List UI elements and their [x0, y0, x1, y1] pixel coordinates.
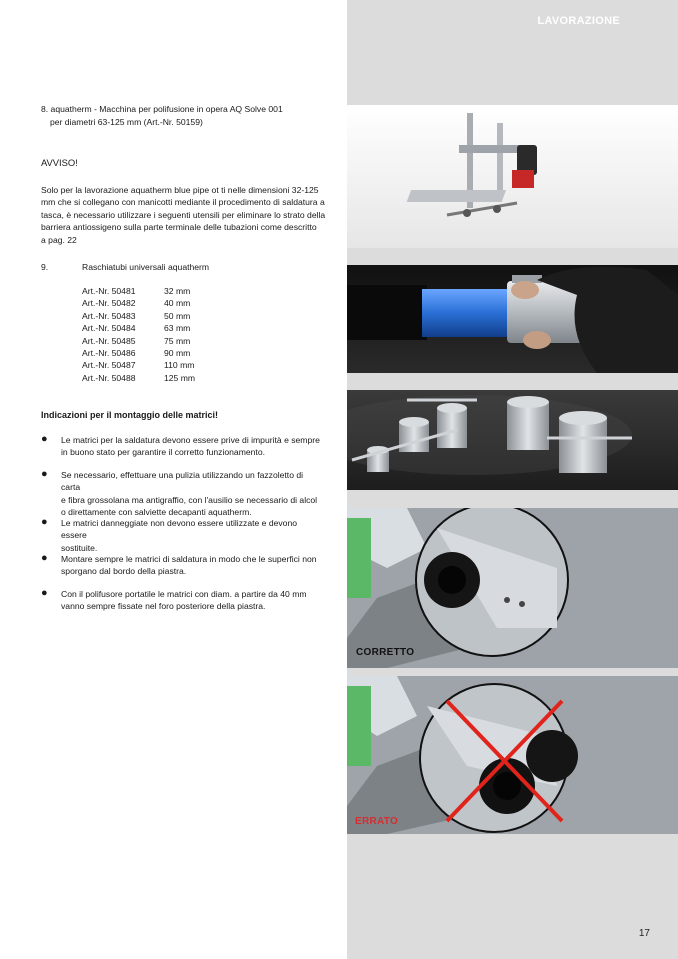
- photo-correct-mounting: [347, 508, 678, 668]
- bullet-line: o direttamente con salviette decapanti aquatherm.: [61, 507, 252, 518]
- bullet-line: Le matrici danneggiate non devono essere utilizzate e devono essere: [61, 518, 298, 541]
- photo-welding-sockets: [347, 390, 678, 490]
- article-number: Art.-Nr. 50485: [82, 335, 136, 346]
- article-number: Art.-Nr. 50482: [82, 298, 136, 309]
- article-size: 63 mm: [164, 323, 191, 334]
- bullet-line: Se necessario, effettuare una pulizia utilizzando un fazzoletto di carta: [61, 470, 304, 493]
- article-size: 125 mm: [164, 372, 196, 383]
- bullet-dot-icon: ●: [41, 552, 48, 564]
- bullet-item: [41, 468, 321, 518]
- article-code-row: [82, 285, 195, 297]
- bullet-text: [61, 553, 323, 578]
- bullet-line: vanno sempre fissate nel foro posteriore della piastra.: [61, 601, 266, 612]
- bullet-line: Con il polifusore portatile le matrici con diam. a partire da 40 mm: [61, 589, 307, 599]
- bullet-dot-icon: ●: [41, 587, 48, 599]
- bullet-line: Le matrici per la saldatura devono essere prive di impurità e sempre: [61, 435, 320, 445]
- notice-line: barriera antiossigeno sulla parte terminale delle tubazioni come descritto: [41, 222, 317, 233]
- bullet-text: [61, 517, 323, 554]
- montaggio-title: Indicazioni per il montaggio delle matrici!: [41, 410, 219, 420]
- bullet-text: [61, 469, 323, 519]
- article-size: 90 mm: [164, 348, 191, 359]
- caption-correct: CORRETTO: [356, 647, 415, 658]
- article-size: 32 mm: [164, 286, 191, 296]
- photo-welding-machine: [347, 105, 678, 248]
- article-code-row: [82, 347, 195, 359]
- page-number: 17: [638, 928, 650, 939]
- bullet-text: [61, 588, 323, 613]
- bullet-line: sporgano dal bordo della piastra.: [61, 566, 187, 577]
- section-title: LAVORAZIONE: [537, 15, 620, 27]
- bullet-dot-icon: ●: [41, 516, 48, 528]
- article-code-row: [82, 372, 195, 384]
- article-number: Art.-Nr. 50488: [82, 372, 136, 383]
- item9-number: 9.: [41, 262, 49, 272]
- notice-line: Solo per la lavorazione aquatherm blue pipe ot ti nelle dimensioni 32-125: [41, 185, 319, 195]
- bullet-item: [41, 588, 321, 616]
- article-code-row: [82, 310, 195, 322]
- article-code-row: [82, 359, 195, 371]
- bullet-text: [61, 434, 323, 459]
- bullet-item: [41, 516, 321, 553]
- article-code-row: [82, 335, 195, 347]
- caption-wrong: ERRATO: [355, 816, 399, 827]
- item8-line1: 8. aquatherm - Macchina per polifusione in opera AQ Solve 001: [41, 104, 283, 114]
- notice-line: tasca, è necessario utilizzare i seguenti utensili per eliminare lo strato della: [41, 209, 326, 220]
- notice-line: a pag. 22: [41, 234, 77, 245]
- bullet-item: [41, 434, 321, 462]
- article-size: 110 mm: [164, 360, 195, 371]
- photo-pipe-scraper: [347, 265, 678, 373]
- bullet-line: sostituite.: [61, 542, 98, 553]
- bullet-dot-icon: ●: [41, 468, 48, 480]
- bullet-dot-icon: ●: [41, 433, 48, 445]
- photo-wrong-mounting: [347, 676, 678, 834]
- article-code-row: [82, 322, 195, 334]
- item9-title: Raschiatubi universali aquatherm: [82, 262, 210, 272]
- article-size: 75 mm: [164, 335, 191, 346]
- article-number: Art.-Nr. 50483: [82, 310, 136, 321]
- notice-line: mm che si collegano con manicotti mediante il procedimento di saldatura a: [41, 197, 325, 208]
- article-number: Art.-Nr. 50487: [82, 360, 136, 371]
- article-number: Art.-Nr. 50486: [82, 348, 136, 359]
- item8-line2: per diametri 63-125 mm (Art.-Nr. 50159): [50, 117, 203, 127]
- article-number: Art.-Nr. 50484: [82, 323, 136, 334]
- article-code-list: [82, 285, 195, 384]
- article-size: 50 mm: [164, 310, 191, 321]
- article-code-row: [82, 297, 195, 309]
- bullet-item: [41, 553, 321, 581]
- article-size: 40 mm: [164, 298, 191, 309]
- bullet-line: Montare sempre le matrici di saldatura in modo che le superfici non: [61, 554, 317, 564]
- article-number: Art.-Nr. 50481: [82, 286, 136, 296]
- notice-title: AVVISO!: [41, 157, 78, 168]
- bullet-line: in buono stato per garantire il corretto funzionamento.: [61, 447, 265, 458]
- bullet-line: e fibra grossolana ma antigraffio, con l'ausilio se necessario di alcol: [61, 494, 318, 505]
